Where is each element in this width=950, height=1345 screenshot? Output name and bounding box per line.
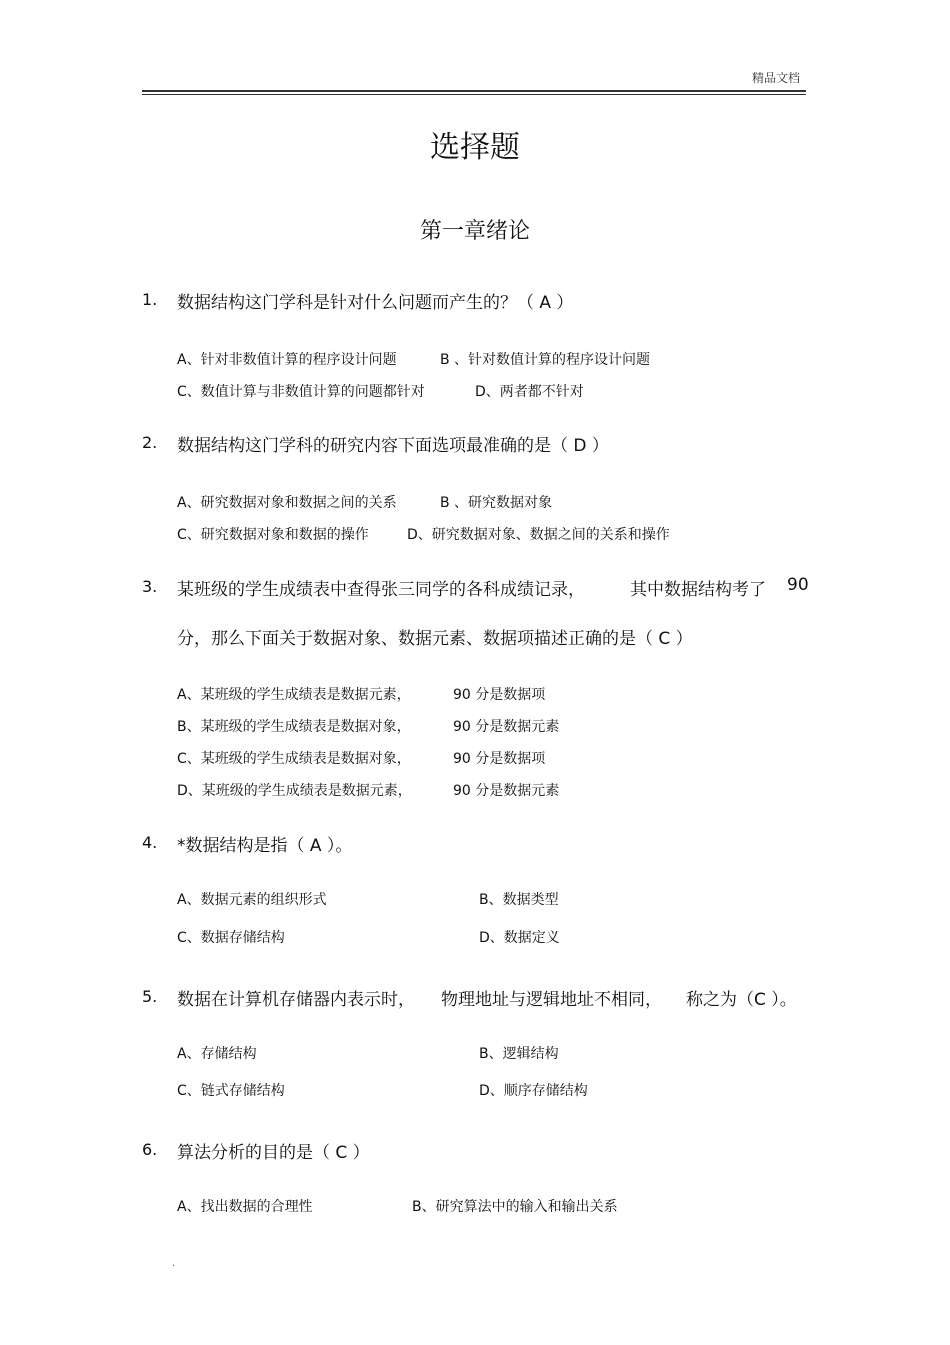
option-d-value: 90 分是数据元素 xyxy=(453,783,560,799)
option-d: D、顺序存储结构 xyxy=(479,1083,588,1099)
page-title: 选择题 xyxy=(430,130,520,165)
question-text-part: 称之为（C ）。 xyxy=(686,990,797,1010)
option-a: A、存储结构 xyxy=(177,1046,257,1062)
question-number: 3. xyxy=(142,577,158,596)
option-a: A、研究数据对象和数据之间的关系 xyxy=(177,495,397,511)
option-c: C、数据存储结构 xyxy=(177,930,285,946)
option-a: A、针对非数值计算的程序设计问题 xyxy=(177,352,397,368)
option-b: B、逻辑结构 xyxy=(479,1046,559,1062)
option-a: A、数据元素的组织形式 xyxy=(177,892,327,908)
header-rule-thick xyxy=(142,90,806,92)
option-b: B、数据类型 xyxy=(479,892,559,908)
question-text-part: 90 xyxy=(787,575,809,595)
option-b-value: 90 分是数据元素 xyxy=(453,719,560,735)
option-c: C、数值计算与非数值计算的问题都针对 xyxy=(177,384,425,400)
question-text-part: 其中数据结构考了 xyxy=(630,580,766,600)
option-b: B、某班级的学生成绩表是数据对象， xyxy=(177,719,411,735)
option-b: B 、研究数据对象 xyxy=(440,495,553,511)
question-number: 6. xyxy=(142,1140,158,1159)
question-text: 数据结构这门学科是针对什么问题而产生的？（ A ） xyxy=(177,293,574,313)
option-c: C、链式存储结构 xyxy=(177,1083,285,1099)
option-d: D、数据定义 xyxy=(479,930,560,946)
option-a: A、找出数据的合理性 xyxy=(177,1199,313,1215)
option-d: D、研究数据对象、数据之间的关系和操作 xyxy=(407,527,670,543)
option-a: A、某班级的学生成绩表是数据元素， xyxy=(177,687,411,703)
option-d: D、两者都不针对 xyxy=(475,384,584,400)
question-number: 2. xyxy=(142,433,158,452)
question-text-part: 数据在计算机存储器内表示时， xyxy=(177,990,415,1010)
chapter-heading: 第一章绪论 xyxy=(419,219,530,244)
option-a-value: 90 分是数据项 xyxy=(453,687,546,703)
option-c: C、某班级的学生成绩表是数据对象， xyxy=(177,751,411,767)
footer-mark: . xyxy=(172,1258,176,1269)
header-rule-thin xyxy=(142,94,806,95)
option-c-value: 90 分是数据项 xyxy=(453,751,546,767)
question-text-line2: 分，那么下面关于数据对象、数据元素、数据项描述正确的是（ C ） xyxy=(177,629,693,649)
question-text: *数据结构是指（ A ）。 xyxy=(177,836,353,856)
question-text: 数据结构这门学科的研究内容下面选项最准确的是（ D ） xyxy=(177,436,609,456)
option-b: B 、针对数值计算的程序设计问题 xyxy=(440,352,651,368)
option-d: D、某班级的学生成绩表是数据元素， xyxy=(177,783,412,799)
question-number: 5. xyxy=(142,987,158,1006)
question-text: 算法分析的目的是（ C ） xyxy=(177,1143,370,1163)
question-number: 1. xyxy=(142,290,158,309)
question-text-part: 物理地址与逻辑地址不相同， xyxy=(441,990,662,1010)
question-text-part: 某班级的学生成绩表中查得张三同学的各科成绩记录， xyxy=(177,580,585,600)
question-number: 4. xyxy=(142,833,158,852)
option-c: C、研究数据对象和数据的操作 xyxy=(177,527,369,543)
option-b: B、研究算法中的输入和输出关系 xyxy=(412,1199,618,1215)
header-label: 精品文档 xyxy=(752,71,801,85)
